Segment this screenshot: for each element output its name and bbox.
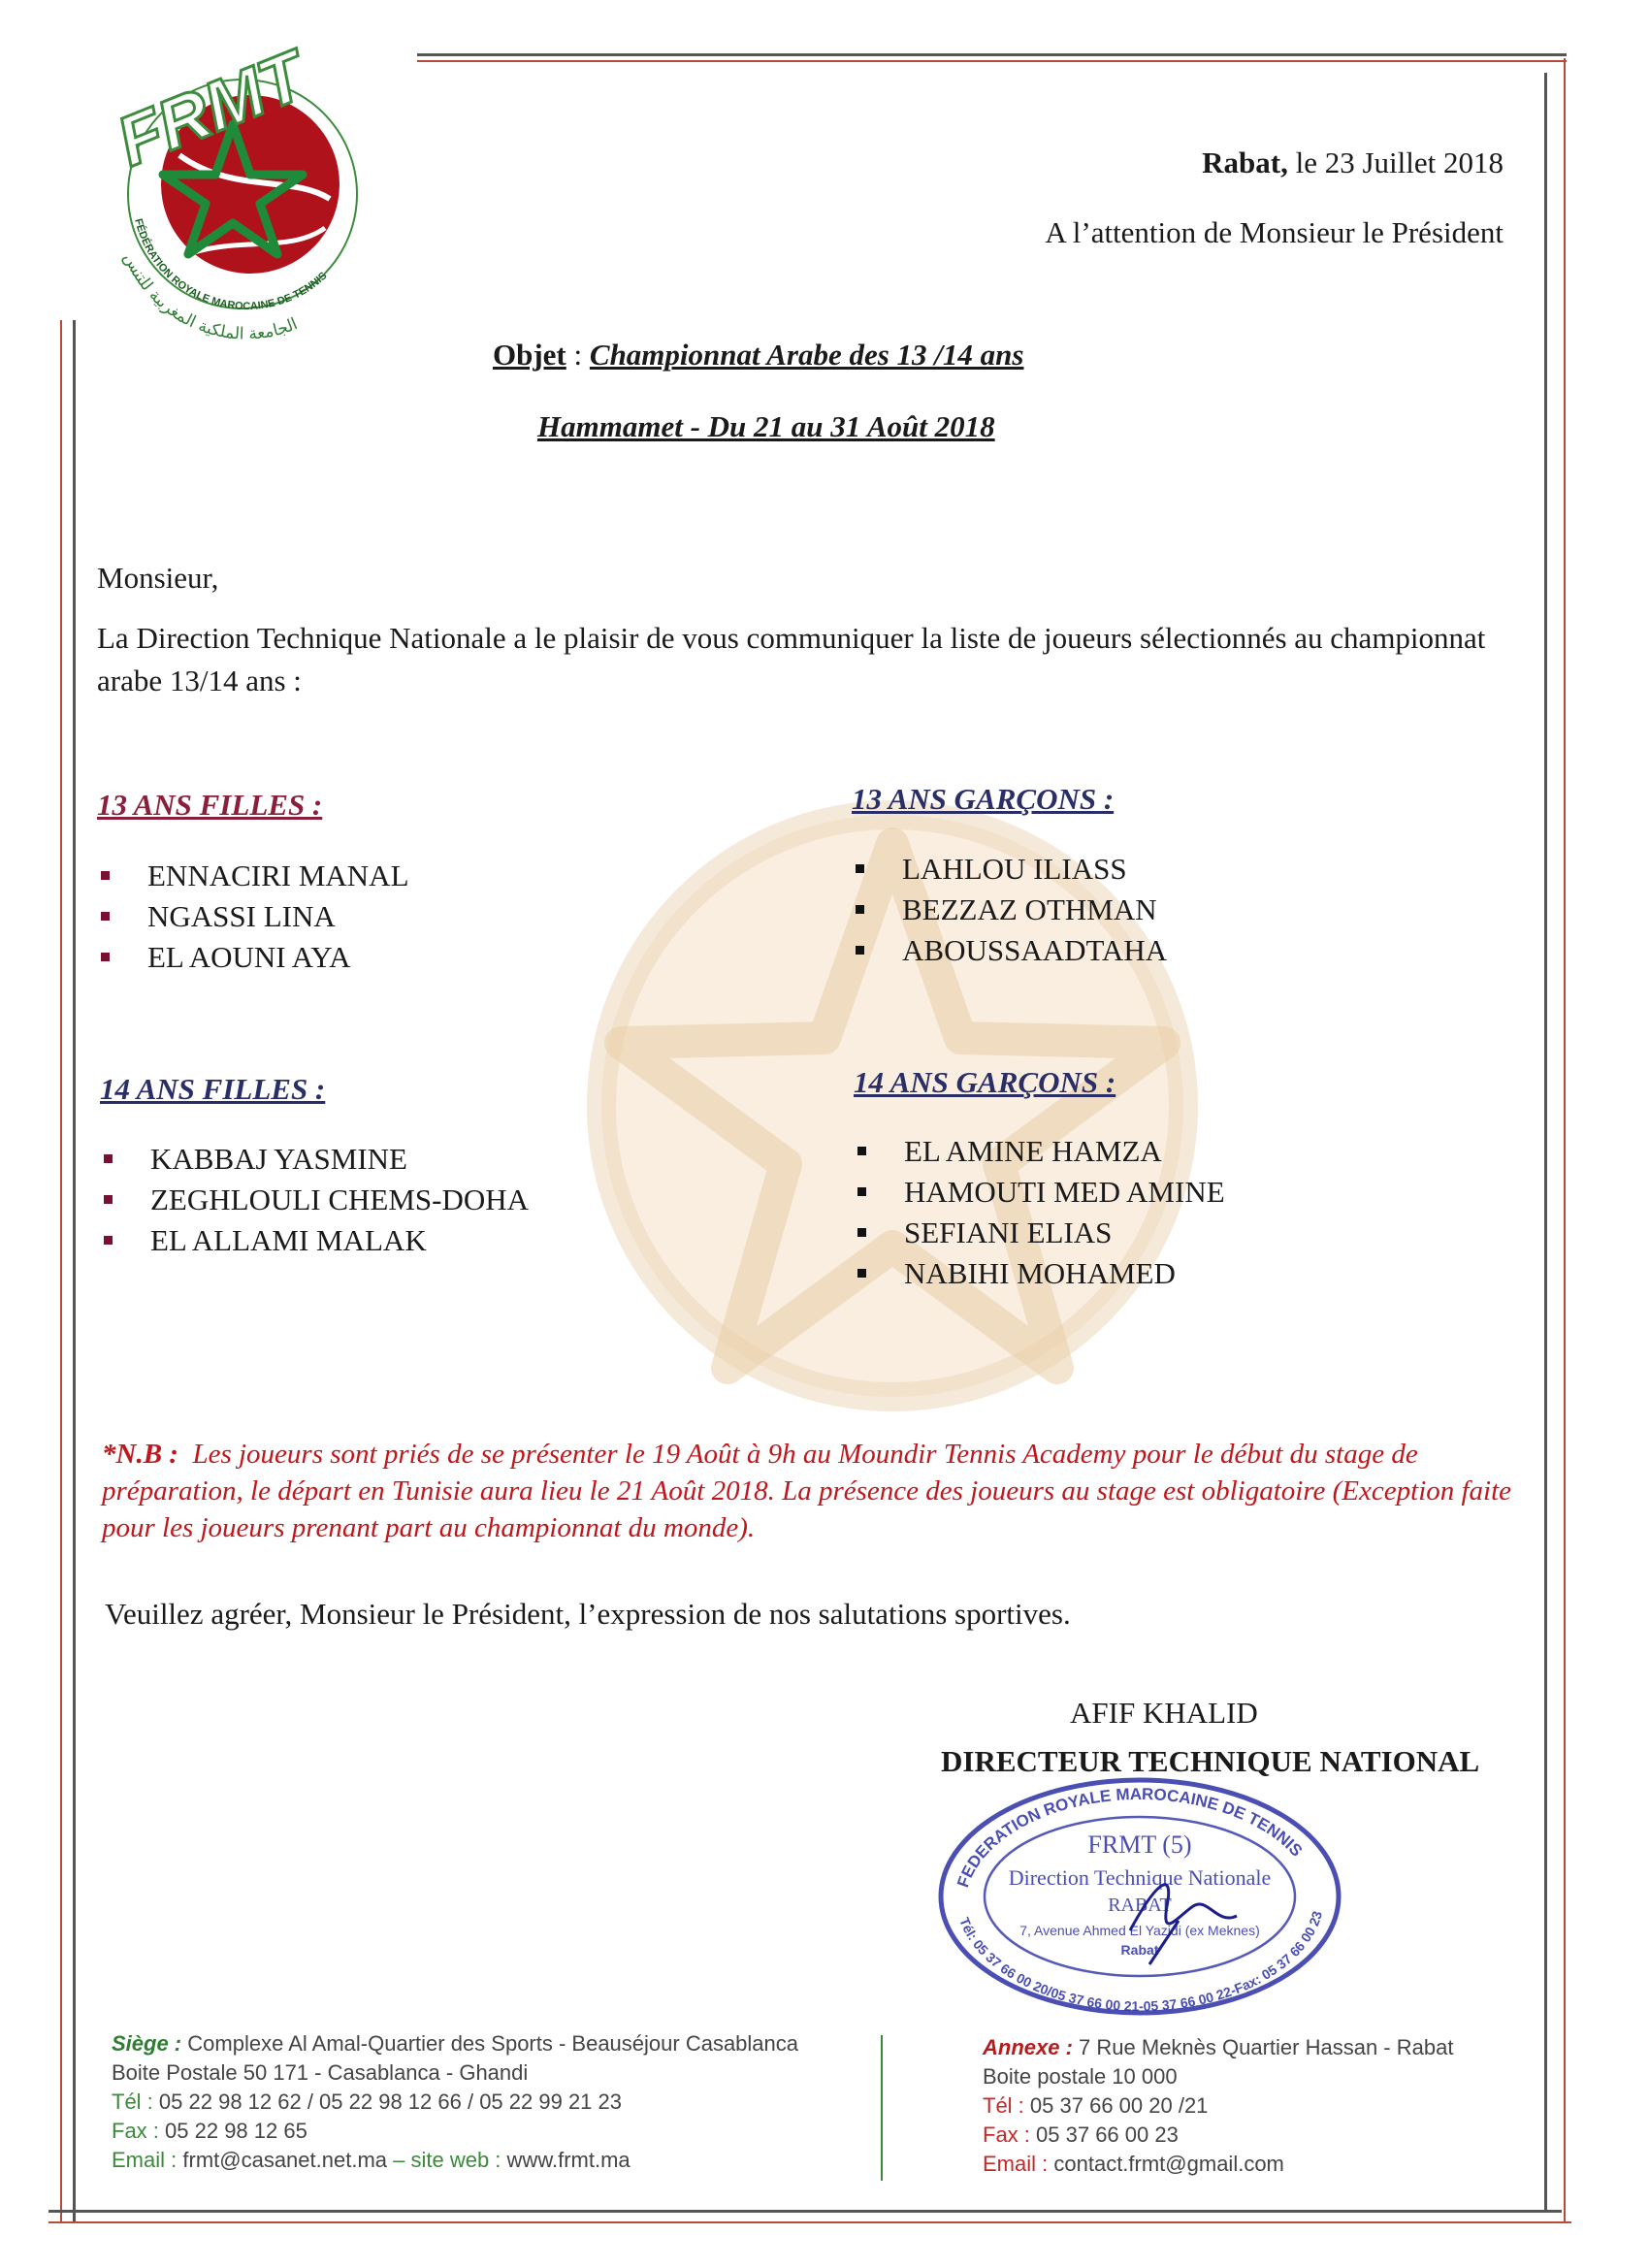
list-item: KABBAJ YASMINE — [100, 1139, 529, 1180]
footer-siege-tel-label: Tél : — [112, 2090, 153, 2114]
list-item: NGASSI LINA — [97, 896, 409, 937]
footer-annexe-fax: 05 37 66 00 23 — [1036, 2122, 1179, 2147]
bottom-rule — [48, 2210, 1562, 2213]
greeting: Monsieur, — [97, 561, 219, 595]
subject-label: Objet — [493, 338, 566, 372]
logo-ring-text: FÉDÉRATION ROYALE MAROCAINE DE TENNIS — [132, 217, 330, 313]
nb-text: Les joueurs sont priés de se présenter le 19 Août à 9h au Moundir Tennis Academy pour le début du stage de préparation, le départ en Tunisie aura lieu le 21 Août 2018. La présence des joueurs au stage est obligatoire (Exception faite pour les joueurs prenant part au championnat du monde). — [102, 1439, 1512, 1543]
list-item: LAHLOU ILIASS — [852, 849, 1167, 890]
footer-website[interactable]: www.frmt.ma — [506, 2148, 630, 2172]
footer-left — [112, 2029, 798, 2175]
stamp-line3: RABAT — [1108, 1895, 1172, 1916]
signer-name: AFIF KHALID — [1070, 1696, 1258, 1730]
stamp-line1: FRMT (5) — [1087, 1831, 1192, 1859]
list-item: ZEGHLOULI CHEMS-DOHA — [100, 1180, 529, 1220]
top-rule-accent — [417, 60, 1567, 62]
footer-siege-label: Siège : — [112, 2031, 182, 2056]
stamp-ring-text: FEDERATION ROYALE MAROCAINE DE TENNIS — [954, 1784, 1307, 1891]
subject-separator: : — [566, 338, 590, 372]
girls-13-list — [97, 856, 409, 978]
intro-paragraph: La Direction Technique Nationale a le plaisir de vous communiquer la liste de joueurs sélectionnés au championnat arabe 13/14 ans : — [97, 621, 1486, 697]
list-item: BEZZAZ OTHMAN — [852, 890, 1167, 930]
footer-siege-fax-label: Fax : — [112, 2119, 159, 2143]
nb-label: *N.B : — [102, 1439, 178, 1470]
footer-siege-tel: 05 22 98 12 62 / 05 22 98 12 66 / 05 22 99 21 23 — [158, 2090, 623, 2114]
footer-annexe-fax-label: Fax : — [983, 2122, 1030, 2147]
footer-annexe-pobox: Boite postale 10 000 — [983, 2064, 1178, 2089]
list-item: EL ALLAMI MALAK — [100, 1220, 529, 1261]
stamp-line5: Rabat — [1120, 1942, 1159, 1958]
bottom-rule-accent — [48, 2221, 1571, 2223]
footer-web-separator: – site web : — [393, 2148, 501, 2172]
list-item: ABOUSSAADTAHA — [852, 930, 1167, 971]
list-item: SEFIANI ELIAS — [854, 1213, 1225, 1253]
date: le 23 Juillet 2018 — [1295, 146, 1504, 179]
list-item: EL AMINE HAMZA — [854, 1131, 1225, 1172]
stamp-line4: 7, Avenue Ahmed El Yazidi (ex Meknes) — [1019, 1923, 1260, 1938]
footer-annexe-email-label: Email : — [983, 2152, 1049, 2176]
footer-annexe-tel: 05 37 66 00 20 /21 — [1029, 2093, 1209, 2118]
left-rule — [73, 320, 76, 2221]
nb-note — [102, 1436, 1537, 1546]
right-rule — [1544, 73, 1547, 2212]
signer-title: DIRECTEUR TECHNIQUE NATIONAL — [941, 1744, 1480, 1778]
city: Rabat, — [1202, 146, 1288, 179]
left-rule-accent — [60, 320, 62, 2221]
official-stamp — [926, 1761, 1353, 2018]
footer-annexe-label: Annexe : — [983, 2035, 1073, 2059]
frmt-logo — [87, 29, 398, 349]
stamp-line2: Direction Technique Nationale — [1008, 1865, 1272, 1890]
logo-arabic-text: الجامعة الملكية المغربية للتنس — [118, 249, 301, 344]
footer-siege-email-label: Email : — [112, 2148, 178, 2172]
list-item: EL AOUNI AYA — [97, 937, 409, 978]
footer-siege-email[interactable]: frmt@casanet.net.ma — [182, 2148, 388, 2172]
subject-title: Championnat Arabe des 13 /14 ans — [589, 338, 1024, 372]
list-item: HAMOUTI MED AMINE — [854, 1172, 1225, 1213]
logo-acronym: FRMT — [107, 37, 316, 182]
date-line — [1202, 146, 1504, 180]
footer-divider — [881, 2035, 883, 2181]
top-rule — [417, 53, 1567, 56]
boys-13-title: 13 ANS GARÇONS : — [852, 782, 1115, 816]
boys-14-title: 14 ANS GARÇONS : — [854, 1065, 1116, 1099]
footer-annexe-tel-label: Tél : — [983, 2093, 1024, 2118]
attention-line: A l’attention de Monsieur le Président — [1045, 215, 1504, 249]
footer-annexe-address: 7 Rue Meknès Quartier Hassan - Rabat — [1079, 2035, 1454, 2059]
footer-annexe-email[interactable]: contact.frmt@gmail.com — [1053, 2152, 1284, 2176]
right-rule-accent — [1564, 58, 1566, 2221]
girls-13-title: 13 ANS FILLES : — [97, 788, 323, 822]
list-item: NABIHI MOHAMED — [854, 1253, 1225, 1294]
subject-line — [493, 338, 1023, 373]
footer-right — [983, 2033, 1453, 2179]
footer-siege-address: Complexe Al Amal-Quartier des Sports - Beauséjour Casablanca — [187, 2031, 799, 2056]
list-item: ENNACIRI MANAL — [97, 856, 409, 896]
girls-14-title: 14 ANS FILLES : — [100, 1072, 326, 1106]
boys-13-list — [852, 849, 1167, 971]
boys-14-list — [854, 1131, 1225, 1294]
subject-venue: Hammamet - Du 21 au 31 Août 2018 — [537, 409, 995, 443]
footer-siege-pobox: Boite Postale 50 171 - Casablanca - Ghandi — [112, 2060, 529, 2085]
stamp-phone-text: Tél: 05 37 66 00 20/05 37 66 00 21-05 37 66 00 22-Fax: 05 37 66 00 23 — [956, 1909, 1326, 2015]
closing-formula: Veuillez agréer, Monsieur le Président, l’expression de nos salutations sportives. — [105, 1597, 1071, 1631]
footer-siege-fax: 05 22 98 12 65 — [165, 2119, 307, 2143]
girls-14-list — [100, 1139, 529, 1261]
